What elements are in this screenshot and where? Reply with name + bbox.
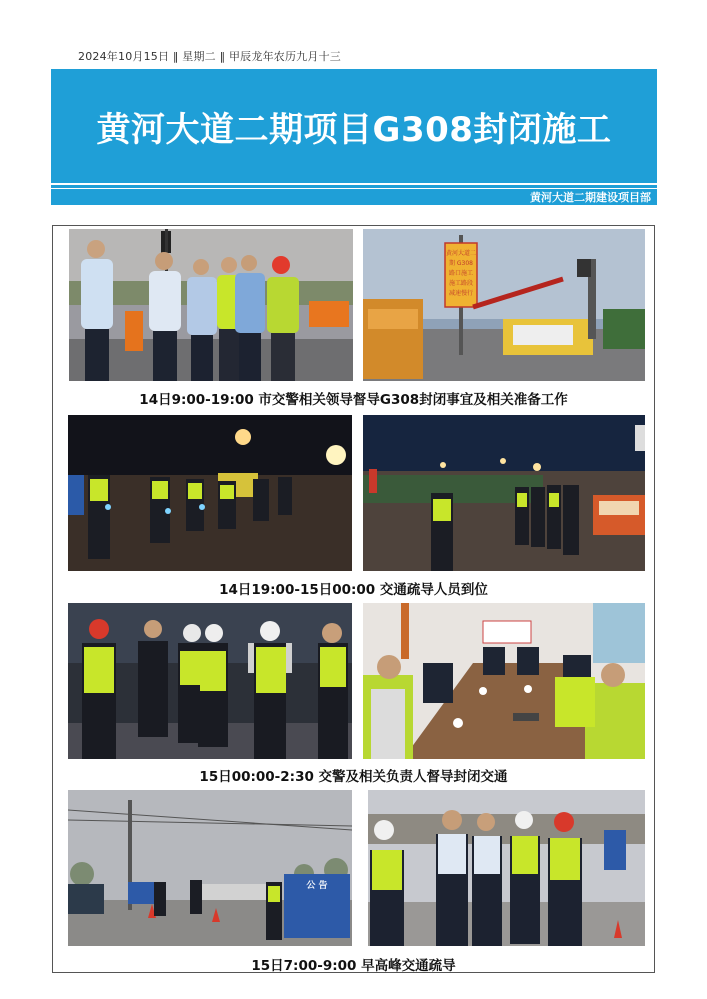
- caption-section-4: 15日7:00-9:00 早高峰交通疏导: [251, 958, 456, 974]
- caption-section-1: 14日9:00-19:00 市交警相关领导督导G308封闭事宜及相关准备工作: [139, 392, 568, 408]
- photo-night-traffic-staff: [68, 415, 352, 571]
- photo-on-site-briefing: [368, 790, 645, 946]
- department-label: 黄河大道二期建设项目部: [530, 191, 651, 204]
- sign-line-1: 黄河大道二: [445, 250, 477, 257]
- photo-night-road-crew: [363, 415, 645, 571]
- photo-leaders-inspection: [69, 229, 353, 381]
- caption-section-3: 15日00:00-2:30 交警及相关负责人督导封闭交通: [199, 769, 508, 785]
- construction-sign-text: [446, 249, 476, 297]
- sign-line-5: 减速慢行: [448, 290, 474, 297]
- title-banner: [51, 69, 657, 183]
- caption-section-2: 14日19:00-15日00:00 交通疏导人员到位: [219, 582, 488, 598]
- photo-police-supervision: [68, 603, 352, 759]
- sign-line-2: 期 G308: [448, 260, 474, 267]
- photo-meeting-room: [363, 603, 645, 759]
- sign-line-4: 施工路段: [448, 280, 474, 287]
- notice-board-title: 公 告: [306, 881, 328, 891]
- photo-morning-traffic: [68, 790, 352, 946]
- department-bar: [51, 189, 657, 205]
- sign-line-3: 路口施工: [448, 270, 474, 277]
- page-title: 黄河大道二期项目G308封闭施工: [96, 109, 612, 150]
- dateline: 2024年10月15日 ‖ 星期二 ‖ 甲辰龙年农历九月十三: [78, 50, 341, 63]
- divider-stripe: [51, 185, 657, 188]
- photo-crane-sign: [363, 229, 645, 381]
